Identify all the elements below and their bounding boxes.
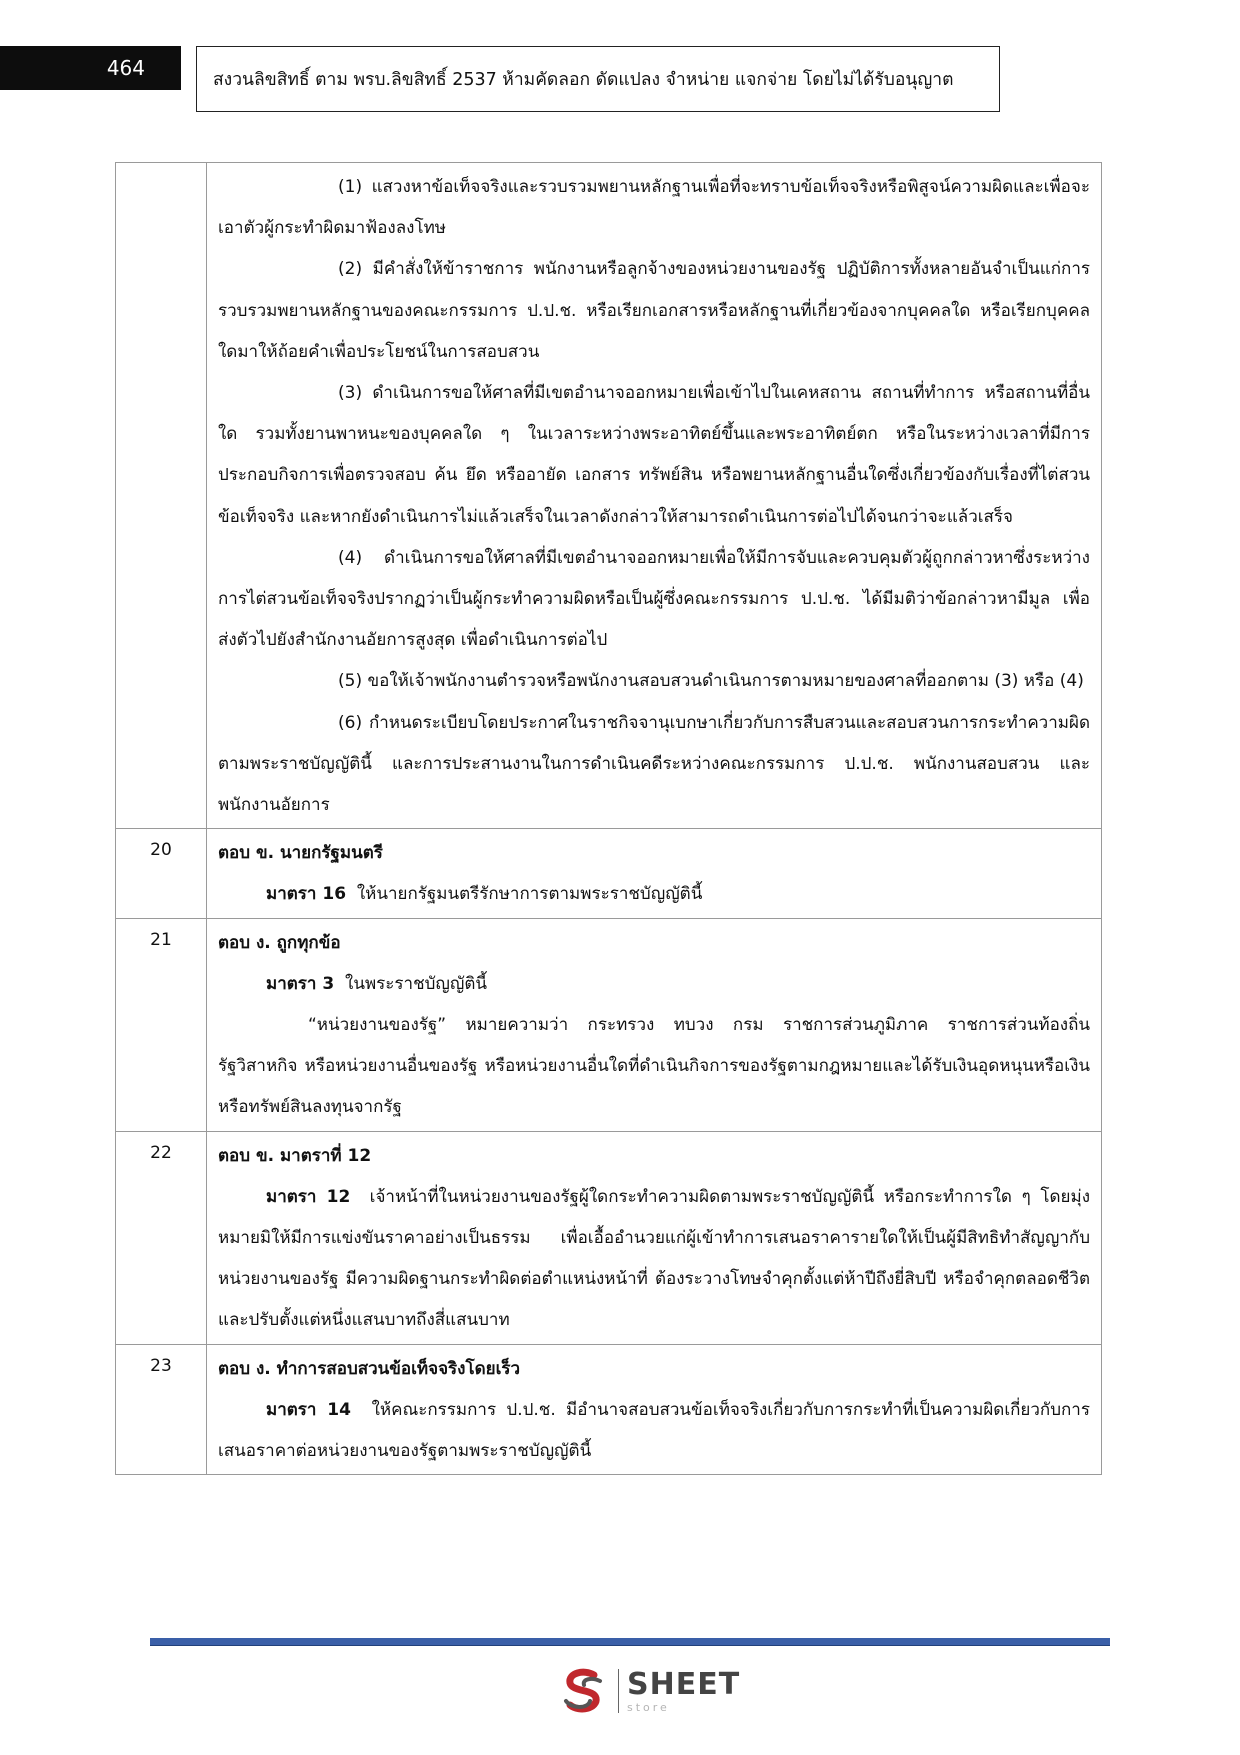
logo-word: SHEET [627,1666,741,1702]
sheet-store-logo [558,1665,740,1717]
section-label: มาตรา 14 [266,1399,351,1420]
list-item: (4) ดำเนินการขอให้ศาลที่มีเขตอำนาจออกหมายเพื่อให้มีการจับและควบคุมตัวผู้ถูกกล่าวหาซึ่งระหว่างการไต่สวนข้อเท็จจริงปรากฏว่าเป็นผู้กระทำความผิดหรือเป็นผู้ซึ่งคณะกรรมการ ป.ป.ช. ได้มีมติว่าข้อกล่าวหามีมูล เพื่อส่งตัวไปยังสำนักงานอัยการสูงสุด เพื่อดำเนินการต่อไป [218,547,1090,651]
logo-sub: store [627,1700,670,1714]
answer-text: ตอบ ง. ถูกทุกข้อ [218,932,341,953]
section-label: มาตรา 12 [266,1186,351,1207]
list-item: (1) แสวงหาข้อเท็จจริงและรวบรวมพยานหลักฐานเพื่อที่จะทราบข้อเท็จจริงหรือพิสูจน์ความผิดและเพื่อจะเอาตัวผู้กระทำผิดมาฟ้องลงโทษ [218,177,1090,239]
section-text: เจ้าหน้าที่ในหน่วยงานของรัฐผู้ใดกระทำความผิดตามพระราชบัญญัตินี้ หรือกระทำการใด ๆ โดยมุ่งหมายมิให้มีการแข่งขันราคาอย่างเป็นธรรม เพื่อเอื้ออำนวยแก่ผู้เข้าทำการเสนอราคารายใดให้เป็นผู้มีสิทธิทำสัญญากับหน่วยงานของรัฐ มีความผิดฐานกระทำผิดต่อตำแหน่งหน้าที่ ต้องระวางโทษจำคุกตั้งแต่ห้าปีถึงยี่สิบปี หรือจำคุกตลอดชีวิต และปรับตั้งแต่หนึ่งแสนบาทถึงสี่แสนบาท [218,1186,1090,1331]
row-content [207,163,1102,829]
row-content [207,1131,1102,1344]
table-row [116,1344,1102,1475]
answer-text: ตอบ ข. มาตราที่ 12 [218,1145,372,1166]
row-content [207,918,1102,1131]
logo-divider [618,1669,619,1713]
section-text: ในพระราชบัญญัตินี้ [345,973,488,994]
section-paragraph [218,874,1090,915]
answer-table [115,162,1102,1475]
footer-bar [150,1638,1110,1646]
row-number: 21 [116,918,207,1131]
section-text: ให้คณะกรรมการ ป.ป.ช. มีอำนาจสอบสวนข้อเท็จจริงเกี่ยวกับการกระทำที่เป็นความผิดเกี่ยวกับการเสนอราคาต่อหน่วยงานของรัฐตามพระราชบัญญัตินี้ [218,1399,1090,1462]
row-number: 23 [116,1344,207,1475]
section-paragraph [218,1177,1090,1342]
definition-text: “หน่วยงานของรัฐ” หมายความว่า กระทรวง ทบวง กรม ราชการส่วนภูมิภาค ราชการส่วนท้องถิ่น รัฐวิสาหกิจ หรือหน่วยงานอื่นของรัฐ หรือหน่วยงานอื่นใดที่ดำเนินกิจการของรัฐตามกฎหมายและได้รับเงินอุดหนุนหรือเงินหรือทรัพย์สินลงทุนจากรัฐ [218,1015,1090,1118]
logo-text [627,1666,741,1714]
table-row [116,918,1102,1131]
section-text: ให้นายกรัฐมนตรีรักษาการตามพระราชบัญญัตินี้ [356,884,703,905]
row-content [207,1344,1102,1475]
row-number: 22 [116,1131,207,1344]
row-content [207,829,1102,918]
page-number: 464 [0,46,181,90]
list-item: (2) มีคำสั่งให้ข้าราชการ พนักงานหรือลูกจ้างของหน่วยงานของรัฐ ปฏิบัติการทั้งหลายอันจำเป็นแก่การรวบรวมพยานหลักฐานของคณะกรรมการ ป.ป.ช. หรือเรียกเอกสารหรือหลักฐานที่เกี่ยวข้องจากบุคคลใด หรือเรียกบุคคลใดมาให้ถ้อยคำเพื่อประโยชน์ในการสอบสวน [218,259,1090,362]
section-label: มาตรา 16 [266,884,347,905]
list-item: (5) ขอให้เจ้าพนักงานตำรวจหรือพนักงานสอบสวนดำเนินการตามหมายของศาลที่ออกตาม (3) หรือ (4) [338,671,1084,692]
section-paragraph [218,1390,1090,1472]
section-label: มาตรา 3 [266,973,335,994]
section-paragraph [218,964,1090,1005]
table-row [116,829,1102,918]
list-item: (6) กำหนดระเบียบโดยประกาศในราชกิจจานุเบกษาเกี่ยวกับการสืบสวนและสอบสวนการกระทำความผิดตามพระราชบัญญัตินี้ และการประสานงานในการดำเนินคดีระหว่างคณะกรรมการ ป.ป.ช. พนักงานสอบสวน และพนักงานอัยการ [218,712,1090,816]
table-row [116,1131,1102,1344]
row-number: 20 [116,829,207,918]
list-item: (3) ดำเนินการขอให้ศาลที่มีเขตอำนาจออกหมายเพื่อเข้าไปในเคหสถาน สถานที่ทำการ หรือสถานที่อื่นใด รวมทั้งยานพาหนะของบุคคลใด ๆ ในเวลาระหว่างพระอาทิตย์ขึ้นและพระอาทิตย์ตก หรือในระหว่างเวลาที่มีการประกอบกิจการเพื่อตรวจสอบ ค้น ยึด หรืออายัด เอกสาร ทรัพย์สิน หรือพยานหลักฐานอื่นใดซึ่งเกี่ยวข้องกับเรื่องที่ไต่สวนข้อเท็จจริง และหากยังดำเนินการไม่แล้วเสร็จในเวลาดังกล่าวให้สามารถดำเนินการต่อไปได้จนกว่าจะแล้วเสร็จ [218,383,1090,527]
copyright-notice: สงวนลิขสิทธิ์ ตาม พรบ.ลิขสิทธิ์ 2537 ห้ามคัดลอก ดัดแปลง จำหน่าย แจกจ่าย โดยไม่ได้รับอนุญาต [213,70,954,90]
row-number [116,163,207,829]
answer-text: ตอบ ง. ทำการสอบสวนข้อเท็จจริงโดยเร็ว [218,1358,521,1379]
table-row [116,163,1102,829]
copyright-header [196,46,1000,112]
answer-text: ตอบ ข. นายกรัฐมนตรี [218,843,383,864]
sheet-store-s-icon [558,1665,610,1717]
